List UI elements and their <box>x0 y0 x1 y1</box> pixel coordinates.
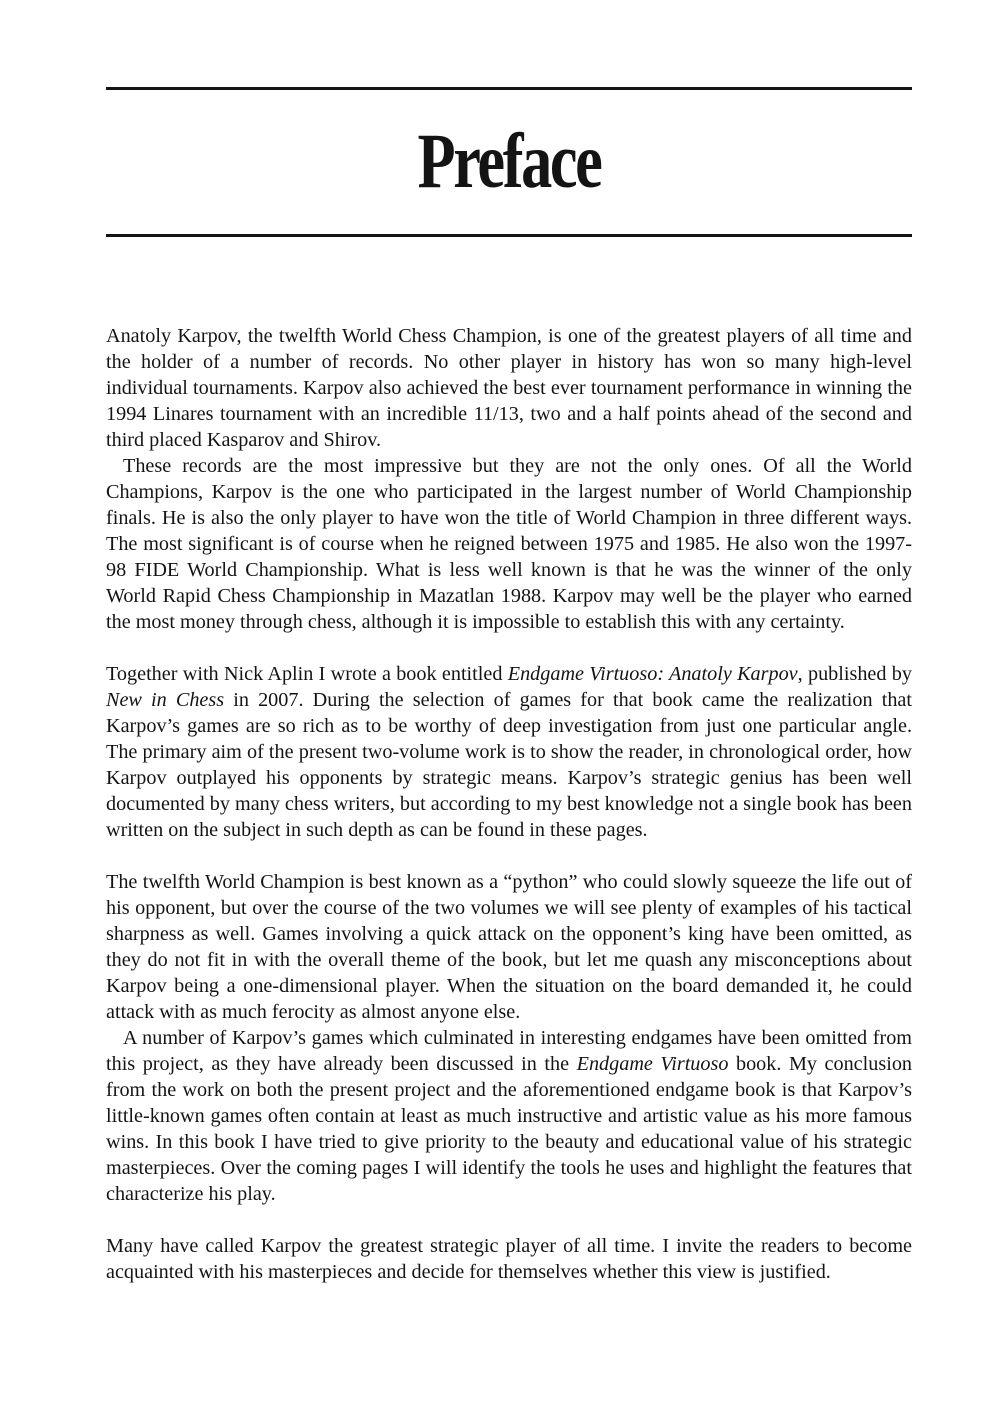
top-rule <box>106 87 912 90</box>
paragraph-text: These records are the most impressive but they are not the only ones. Of all the World Champions, Karpov is the one who participated in the largest number of World Championship finals. He is also the only player to have won the title of World Champion in three different ways. The most significant is of course when he reigned between 1975 and 1985. He also won the 1997-98 FIDE World Championship. What is less well known is that he was the winner of the only World Rapid Chess Championship in Mazatlan 1988. Karpov may well be the player who earned the most money through chess, although it is impossible to establish this with any certainty. <box>106 455 912 633</box>
paragraph-championships <box>106 453 912 635</box>
paragraph-text: Many have called Karpov the greatest strategic player of all time. I invite the readers to become acquainted with his masterpieces and decide for themselves whether this view is justified. <box>106 1235 912 1283</box>
bottom-rule <box>106 234 912 237</box>
paragraph-text: The twelfth World Champion is best known as a “python” who could slowly squeeze the life out of his opponent, but over the course of the two volumes we will see plenty of examples of his tactical sharpness as well. Games involving a quick attack on the opponent’s king have been omitted, as they do not fit in with the overall theme of the book, but let me quash any misconceptions about Karpov being a one-dimensional player. When the situation on the board demanded it, he could attack with as much ferocity as almost anyone else. <box>106 871 912 1023</box>
publisher-name: New in Chess <box>106 689 225 711</box>
paragraph-python <box>106 869 912 1025</box>
paragraph-conclusion <box>106 1233 912 1285</box>
paragraph-book-origin <box>106 661 912 843</box>
book-title-short: Endgame Virtuoso <box>576 1053 729 1075</box>
paragraph-records <box>106 323 912 453</box>
paragraph-text: book. My conclusion from the work on both the present project and the aforementioned endgame book is that Karpov’s little-known games often contain at least as much instructive and artistic value as his more famous wins. In this book I have tried to give priority to the beauty and educational value of his strategic masterpieces. Over the coming pages I will identify the tools he uses and highlight the features that characterize his play. <box>106 1053 913 1205</box>
page-title: Preface <box>417 117 601 204</box>
paragraph-text: Anatoly Karpov, the twelfth World Chess Champion, is one of the greatest players of all time and the holder of a number of records. No other player in history has won so many high-level individual tournaments. Karpov also achieved the best ever tournament performance in winning the 1994 Linares tournament with an incredible 11/13, two and a half points ahead of the second and third placed Kasparov and Shirov. <box>106 325 912 451</box>
paragraph-text: Together with Nick Aplin I wrote a book entitled <box>106 663 508 685</box>
book-title-endgame-virtuoso: Endgame Virtuoso: Anatoly Karpov <box>507 663 798 685</box>
paragraph-text: A number of Karpov’s games which culminated in interesting endgames have been omitted from this project, as they have already been discussed in the <box>106 1027 912 1075</box>
preface-body <box>106 323 912 1285</box>
paragraph-text: in 2007. During the selection of games for that book came the realization that Karpov’s games are so rich as to be worthy of deep investigation from just one particular angle. The primary aim of the present two-volume work is to show the reader, in chronological order, how Karpov outplayed his opponents by strategic means. Karpov’s strategic genius has been well documented by many chess writers, but according to my best knowledge not a single book has been written on the subject in such depth as can be found in these pages. <box>106 689 912 841</box>
paragraph-endgames <box>106 1025 912 1207</box>
paragraph-text: , published by <box>797 663 912 685</box>
